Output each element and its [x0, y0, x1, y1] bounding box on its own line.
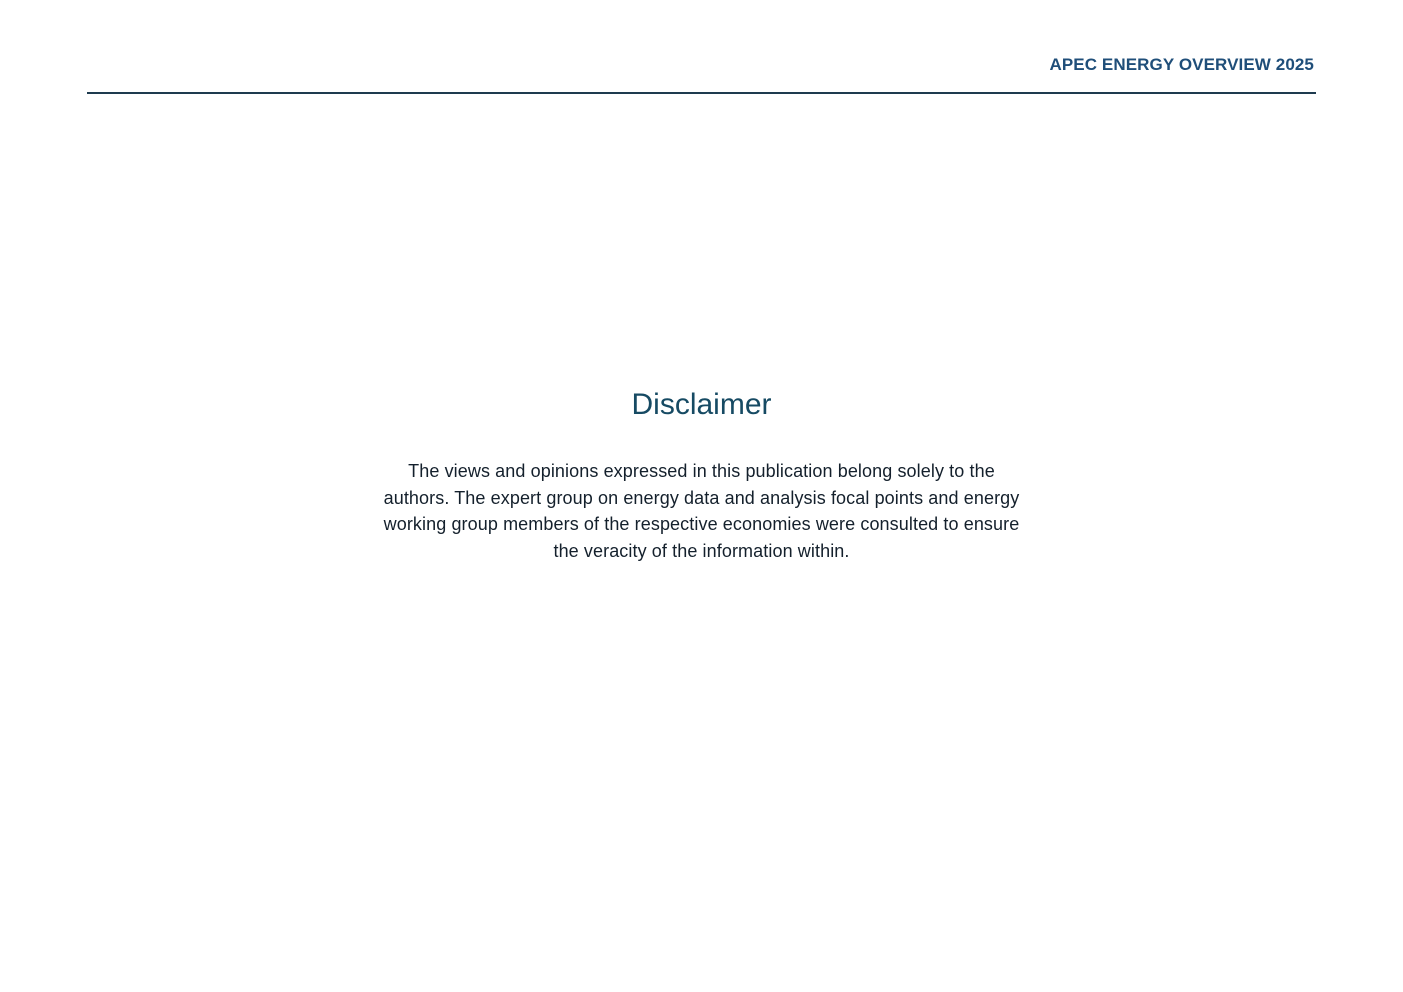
disclaimer-text: The views and opinions expressed in this publication belong solely to the authors. The expert group on energy data and analysis focal points and energy working group members of the respective economies were consulted to ensure the veracity of the information within.: [383, 461, 1020, 561]
report-title: APEC ENERGY OVERVIEW 2025: [1049, 55, 1314, 74]
disclaimer-heading: Disclaimer: [631, 388, 772, 421]
disclaimer-section: [350, 386, 1053, 564]
page-header: [87, 52, 1316, 94]
